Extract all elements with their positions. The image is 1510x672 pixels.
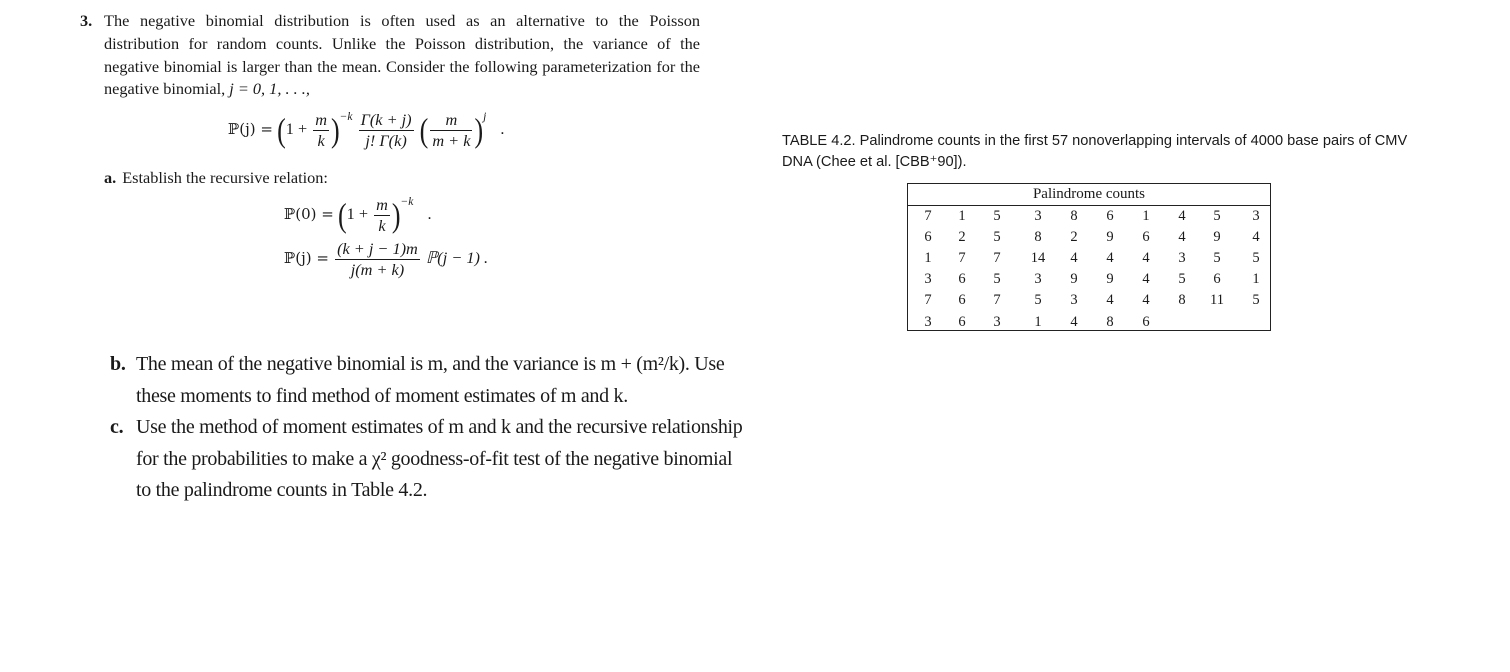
table-cell: 14 [1030,250,1046,267]
pj-equation: ℙ(j) = $\frac{(k + j - 1)m}{j(m + k)}$ ℙ(j − 1) . [284,239,489,279]
table-cell: 7 [924,292,932,309]
table-cell: 3 [1034,208,1042,224]
part-b [110,349,750,412]
table-cell: 3 [1034,271,1042,288]
pmf-lhs: ℙ(j) = [228,120,273,139]
table-cell: 11 [1210,292,1224,309]
pj-lhs: ℙ(j) = [284,249,329,268]
table-cell: 2 [1070,229,1078,246]
problem-3 [80,10,700,101]
problem-number: 3. [80,11,93,30]
table-cell: 1 [1142,208,1150,224]
table-cell: 6 [958,292,966,309]
table-cell: 1 [924,250,932,267]
p0-lhs: ℙ(0) = [284,205,334,224]
table-cell: 6 [958,313,966,330]
part-b-label: b. [110,353,126,375]
table-cell: 1 [1252,271,1260,288]
table-cell: 4 [1106,250,1114,267]
table-cell: 5 [1213,250,1221,267]
table-cell: 1 [1034,313,1042,330]
table-cell: 7 [958,250,966,267]
table-cell: 4 [1142,271,1150,288]
table-cell: 5 [1178,271,1186,288]
table-cell: 5 [993,229,1001,246]
table-cell: 9 [1213,229,1221,246]
table-cell: 5 [1034,292,1042,309]
table-cell: 5 [1252,292,1260,309]
table-cell: 7 [993,250,1001,267]
pj-tail: ℙ(j − 1) . [425,248,489,268]
palindrome-table [907,183,1271,331]
table-cell: 3 [993,313,1001,330]
problem-intro [104,10,700,101]
table-caption: TABLE 4.2. Palindrome counts in the first 57 nonoverlapping intervals of 4000 base pairs of CMV DNA (Chee et al. [CBB⁺90]). [782,133,1408,170]
table-cell: 5 [993,208,1001,224]
part-c [110,412,750,507]
table-cell: 3 [1178,250,1186,267]
table-cell: 4 [1070,313,1078,330]
part-c-text: Use the method of moment estimates of m and k and the recursive relationship for the probabilities to make a χ² goodness-of-fit test of the negative binomial to the palindrome counts in Table 4.2. [136,416,743,501]
table-cell: 4 [1178,208,1186,224]
part-a [104,168,328,188]
p0-equation: ℙ(0) = (1 + $\frac{m}{k}$ )$^{-k}$ . [284,195,432,235]
table-cell: 4 [1106,292,1114,309]
table-cell: 6 [1213,271,1221,288]
table-header: Palindrome counts [908,184,1270,206]
table-cell: 8 [1034,229,1042,246]
table-cell: 3 [924,313,932,330]
part-a-label: a. [104,168,117,187]
table-cell: 6 [1106,208,1114,224]
table-cell: 7 [993,292,1001,309]
table-cell: 4 [1142,250,1150,267]
table-cell: 7 [924,208,932,224]
table-cell: 2 [958,229,966,246]
part-b-text: The mean of the negative binomial is m, and the variance is m + (m²/k). Use these moments to find method of moment estimates of m and k. [136,353,725,407]
part-a-text: Establish the recursive relation: [122,168,328,187]
table-cell: 6 [1142,229,1150,246]
table-cell: 8 [1106,313,1114,330]
table-cell: 3 [1252,208,1260,224]
parameter-range: j = 0, 1, . . ., [229,79,310,99]
table-cell: 9 [1070,271,1078,288]
table-cell: 8 [1178,292,1186,309]
table-cell: 3 [1070,292,1078,309]
table-cell: 4 [1142,292,1150,309]
table-cell: 4 [1070,250,1078,267]
table-cell: 4 [1178,229,1186,246]
table-cell: 3 [924,271,932,288]
table-cell: 9 [1106,271,1114,288]
table-cell: 4 [1252,229,1260,246]
table-cell: 6 [958,271,966,288]
table-cell: 6 [924,229,932,246]
part-c-label: c. [110,416,124,438]
problem-intro-text: The negative binomial distribution is often used as an alternative to the Poisson distribution for random counts. Unlike the Poisson distribution, the variance of the negative binomial is larger than the mean. Consider the following parameterization for the negative binomial, [104,11,700,99]
table-cell: 6 [1142,313,1150,330]
table-cell: 5 [1252,250,1260,267]
table-cell: 9 [1106,229,1114,246]
table-cell: 5 [1213,208,1221,224]
table-cell: 8 [1070,208,1078,224]
pmf-equation: ℙ(j) = (1 + $\frac{m}{k}$ )$^{-k}$ $\frac{\Gamma(k + j)}{j! \Gamma(k)}$ ( $\frac{m}{m + k}$ )$^j$ . [228,110,505,150]
table-cell: 5 [993,271,1001,288]
table-cell: 1 [958,208,966,224]
